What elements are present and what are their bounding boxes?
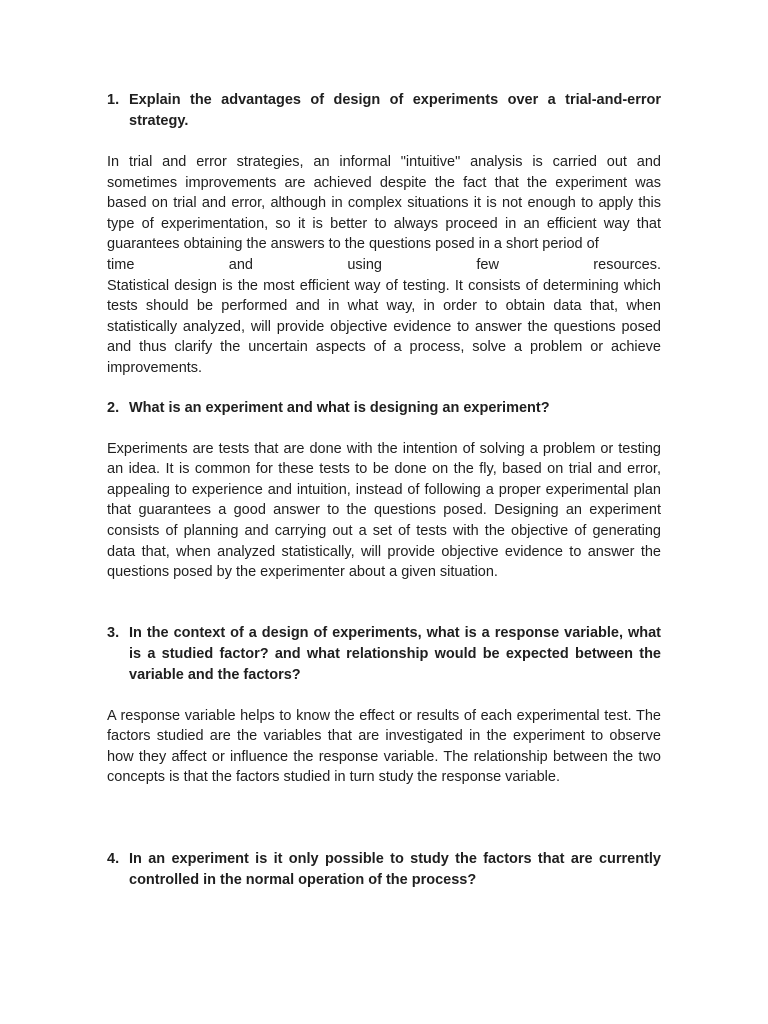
question-text: What is an experiment and what is designing an experiment? <box>129 399 550 416</box>
answer-3 <box>107 706 661 788</box>
question-4 <box>107 849 661 891</box>
answer-text: Statistical design is the most efficient way of testing. It consists of determining which tests should be performed and in what way, in order to obtain data that, when statistically analyzed, will provide objective evidence to answer the questions posed and thus clarify the uncertain aspects of a process, solve a problem or achieve improvements. <box>107 277 661 376</box>
question-2 <box>107 398 661 419</box>
answer-text-stretched-line: time and using few resources. <box>107 256 661 273</box>
answer-text: A response variable helps to know the effect or results of each experimental test. The factors studied are the variables that are investigated in the experiment to observe how they affect or influence the response variable. The relationship between the two concepts is that the factors studied in turn study the response variable. <box>107 707 661 786</box>
answer-text: Experiments are tests that are done with the intention of solving a problem or testing an idea. It is common for these tests to be done on the fly, based on trial and error, appealing to experience and intuition, instead of following a proper experimental plan that guarantees a good answer to the questions posed. Designing an experiment consists of planning and carrying out a set of tests with the objective of generating data that, when analyzed statistically, will provide objective evidence to answer the questions posed by the experimenter about a given situation. <box>107 440 661 581</box>
question-text: Explain the advantages of design of experiments over a trial-and-error strategy. <box>129 92 661 129</box>
answer-2 <box>107 439 661 583</box>
question-number: 4. <box>107 851 120 868</box>
question-number: 3. <box>107 624 120 641</box>
question-3 <box>107 623 661 686</box>
answer-1 <box>107 152 661 379</box>
question-1 <box>107 90 661 132</box>
question-number: 2. <box>107 399 120 416</box>
question-text: In an experiment is it only possible to study the factors that are currently controlled in the normal operation of the process? <box>129 851 661 889</box>
answer-text: In trial and error strategies, an informal "intuitive" analysis is carried out and sometimes improvements are achieved despite the fact that the experiment was based on trial and error, although in complex situations it is not enough to apply this type of experimentation, so it is better to always proceed in an efficient way that guarantees obtaining the answers to the questions posed in a short period of <box>107 154 661 253</box>
question-number: 1. <box>107 92 120 108</box>
document-content <box>107 90 661 891</box>
question-text: In the context of a design of experiments, what is a response variable, what is a studied factor? and what relationship would be expected between the variable and the factors? <box>129 624 661 683</box>
